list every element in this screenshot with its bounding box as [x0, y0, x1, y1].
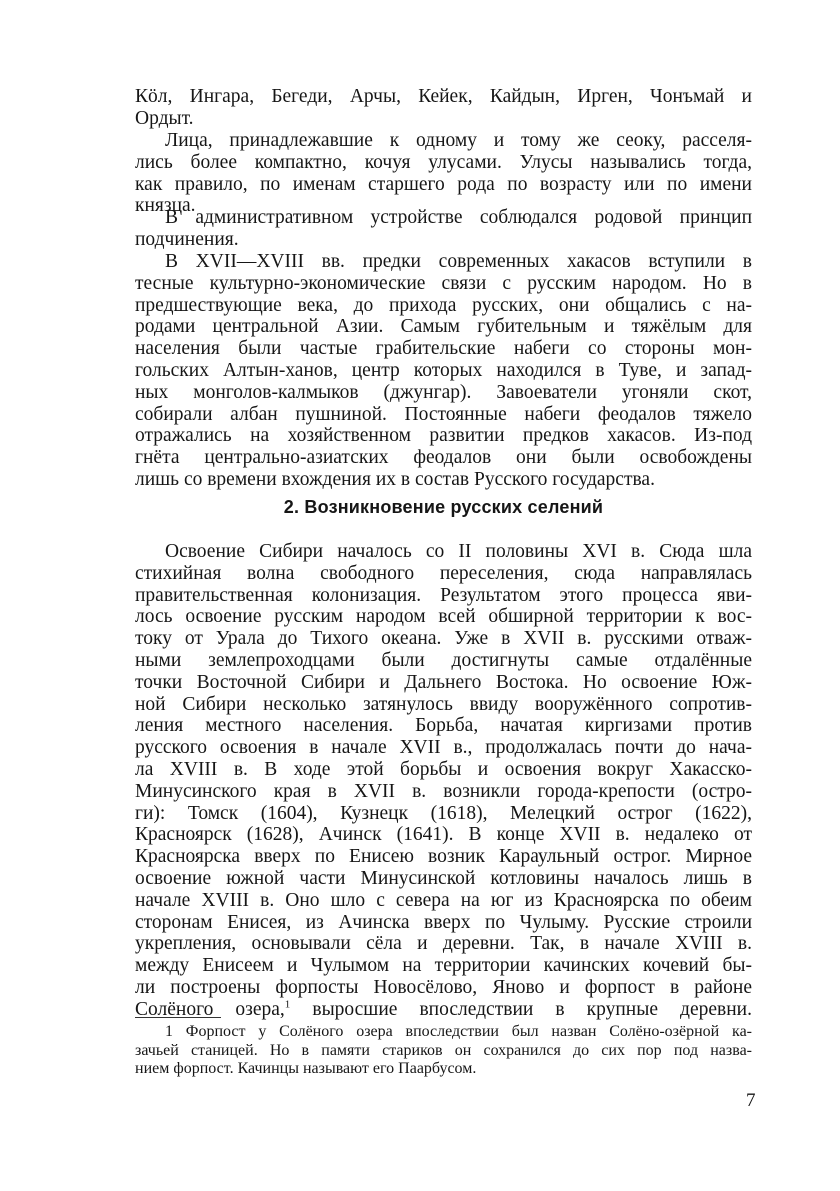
text-line: русского освоения в начале XVII в., продолжалась почти до нача-	[135, 737, 752, 759]
text-line: населения были частые грабительские набеги со стороны мон-	[135, 338, 752, 360]
text-line: току от Урала до Тихого океана. Уже в XVII в. русскими отваж-	[135, 628, 752, 650]
text-line: гнёта центрально-азиатских феодалов они были освобождены	[135, 447, 752, 469]
text-line-with-footnote	[135, 999, 752, 1021]
paragraph-seok-names	[135, 86, 752, 130]
text-line: укрепления, основывали сёла и деревни. Так, в начале XVIII в.	[135, 933, 752, 955]
text-line: точки Восточной Сибири и Дальнего Востока. Но освоение Юж-	[135, 671, 752, 693]
text-line: ли построены форпосты Новосёлово, Яново и форпост в районе	[135, 976, 752, 998]
text-line: как правило, по именам старшего рода по возрасту или по имени	[135, 173, 752, 195]
text-line: ла XVIII в. В ходе этой борьбы и освоения вокруг Хакасско-	[135, 758, 752, 780]
text-line: лишь со времени вхождения их в состав Русского государства.	[135, 468, 655, 490]
paragraph-administrative	[135, 207, 752, 251]
text-line: Кӧл, Ингара, Бегеди, Арчы, Кейек, Кайдын, Ирген, Чонъмай и	[135, 86, 752, 107]
text-line: начале XVIII в. Оно шло с севера на юг из Красноярска по обеим	[135, 889, 752, 911]
text-line: Ордыт.	[135, 107, 194, 129]
text-line: лись более компактно, кочуя улусами. Улусы назывались тогда,	[135, 151, 752, 173]
text-line: В XVII—XVIII вв. предки современных хакасов вступили в	[165, 251, 752, 272]
paragraph-siberia-settlement	[135, 541, 752, 1021]
text-fragment: выросшие впоследствии в крупные деревни.	[290, 998, 752, 1020]
text-line: отражались на хозяйственном развитии предков хакасов. Из-под	[135, 425, 752, 447]
footnote-marker: 1	[284, 998, 291, 1011]
text-line: Лица, принадлежавшие к одному и тому же сеоку, расселя-	[165, 130, 752, 151]
text-line: родами центральной Азии. Самым губительным и тяжёлым для	[135, 316, 752, 338]
text-line: тесные культурно-экономические связи с русским народом. Но в	[135, 272, 752, 294]
text-line: Освоение Сибири началось со II половины XVI в. Сюда шла	[165, 541, 752, 562]
footnote-line: зачьей станицей. Но в памяти стариков он сохранился до сих пор под назва-	[135, 1041, 752, 1059]
text-line: князца.	[135, 195, 196, 217]
text-line: ги): Томск (1604), Кузнецк (1618), Мелецкий острог (1622),	[135, 802, 752, 824]
text-line: между Енисеем и Чулымом на территории качинских кочевий бы-	[135, 955, 752, 977]
text-line: лось освоение русским народом всей обширной территории к вос-	[135, 606, 752, 628]
paragraph-seok-settlement	[135, 130, 752, 217]
text-line: В административном устройстве соблюдался родовой принцип	[165, 207, 752, 228]
footnote	[135, 1023, 752, 1079]
footnote-line: нием форпост. Качинцы называют его Паарбусом.	[135, 1060, 477, 1077]
text-line: ных монголов-калмыков (джунгар). Завоеватели угоняли скот,	[135, 381, 752, 403]
text-line: освоение южной части Минусинской котловины началось лишь в	[135, 867, 752, 889]
text-line: предшествующие века, до прихода русских, они общались с на-	[135, 294, 752, 316]
text-line: правительственная колонизация. Результатом этого процесса яви-	[135, 584, 752, 606]
text-line: Красноярск (1628), Ачинск (1641). В конце XVII в. недалеко от	[135, 824, 752, 846]
text-line: гольских Алтын-ханов, центр которых находился в Туве, и запад-	[135, 359, 752, 381]
section-heading: 2. Возникновение русских селений	[283, 497, 604, 517]
text-line: ной Сибири несколько затянулось ввиду вооружённого сопротив-	[135, 693, 752, 715]
text-line: сторонам Енисея, из Ачинска вверх по Чулыму. Русские строили	[135, 911, 752, 933]
text-line: собирали албан пушниной. Постоянные набеги феодалов тяжело	[135, 403, 752, 425]
text-fragment: Солёного озера,	[135, 998, 285, 1020]
page-number: 7	[746, 1090, 756, 1111]
paragraph-history	[135, 251, 752, 491]
footnote-divider	[135, 1017, 221, 1018]
text-line: Минусинского края в XVII в. возникли города-крепости (остро-	[135, 780, 752, 802]
text-line: стихийная волна свободного переселения, сюда направлялась	[135, 562, 752, 584]
text-line: Красноярска вверх по Енисею возник Караульный острог. Мирное	[135, 846, 752, 868]
text-line: ными землепроходцами были достигнуты самые отдалённые	[135, 649, 752, 671]
text-line: ления местного населения. Борьба, начатая киргизами против	[135, 715, 752, 737]
text-line: подчинения.	[135, 228, 239, 250]
footnote-line: 1 Форпост у Солёного озера впоследствии был назван Солёно-озёрной ка-	[165, 1023, 752, 1040]
